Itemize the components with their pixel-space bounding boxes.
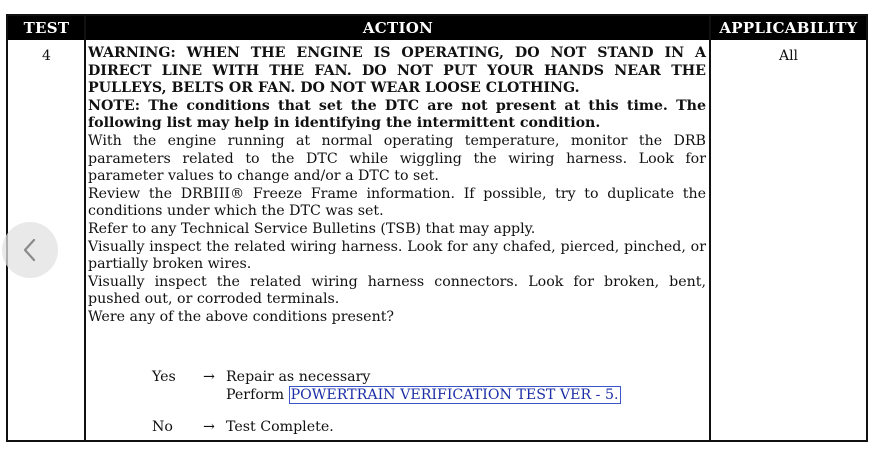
powertrain-verification-link[interactable]: POWERTRAIN VERIFICATION TEST VER - 5. [290, 386, 619, 403]
column-divider [84, 16, 86, 440]
previous-page-button[interactable] [2, 222, 58, 278]
header-test: TEST [8, 16, 85, 40]
right-arrow-icon: → [203, 369, 215, 385]
header-action: ACTION [86, 16, 710, 40]
result-options [152, 369, 621, 437]
yes-label: Yes [152, 369, 176, 385]
column-divider [709, 16, 711, 440]
result-no [152, 419, 621, 437]
applicability-value: All [778, 48, 799, 64]
header-applicability: APPLICABILITY [711, 16, 866, 40]
test-number: 4 [42, 48, 51, 64]
no-label: No [152, 419, 173, 436]
question-text: Were any of the above conditions present? [88, 308, 395, 325]
action-cell [88, 45, 706, 327]
note-text: NOTE: The conditions that set the DTC are not present at this time. The following list may help in identifying the intermittent condition. [88, 97, 706, 132]
step-text: Review the DRBIII® Freeze Frame information. If possible, try to duplicate the conditions under which the DTC was set. [88, 185, 706, 220]
step-text: Visually inspect the related wiring harness. Look for any chafed, pierced, pinched, or partially broken wires. [88, 238, 706, 273]
yes-action-text: Repair as necessary [226, 369, 371, 385]
result-yes [152, 369, 621, 404]
step-text: Refer to any Technical Service Bulletins (TSB) that may apply. [88, 220, 536, 237]
step-text: With the engine running at normal operating temperature, monitor the DRB parameters related to the DTC while wiggling the wiring harness. Look for parameter values to change and/or a DTC to set. [88, 132, 706, 185]
chevron-left-icon [21, 237, 39, 263]
no-action-text: Test Complete. [226, 419, 334, 436]
perform-prefix: Perform [226, 386, 289, 403]
warning-text: WARNING: WHEN THE ENGINE IS OPERATING, DO NOT STAND IN A DIRECT LINE WITH THE FAN. DO NOT PUT YOUR HANDS NEAR THE PULLEYS, BELTS OR FAN. DO NOT WEAR LOOSE CLOTHING. [88, 45, 706, 97]
right-arrow-icon: → [203, 419, 215, 436]
step-text: Visually inspect the related wiring harness connectors. Look for broken, bent, pushed out, or corroded terminals. [88, 273, 706, 308]
